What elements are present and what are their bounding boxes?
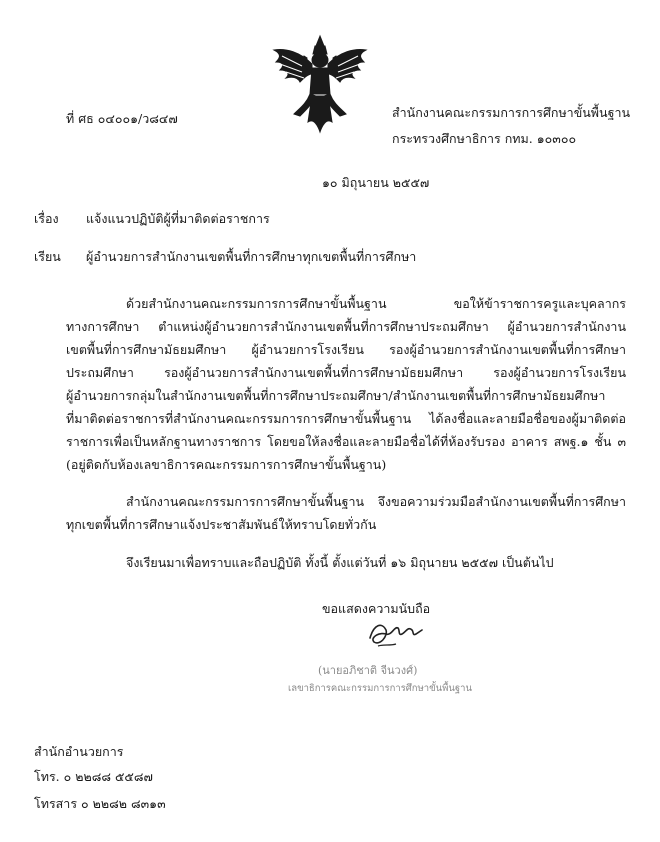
body-line: เขตพื้นที่การศึกษามัธยมศึกษา ผู้อำนวยการโรงเรียน รองผู้อำนวยการสำนักงานเขตพื้นที่การศึกษา — [66, 342, 626, 357]
subject-label: เรื่อง — [34, 211, 59, 226]
footer-phone: โทร. ๐ ๒๒๘๘ ๕๕๘๗ — [34, 769, 153, 784]
body-line: สำนักงานคณะกรรมการการศึกษาขั้นพื้นฐาน จึงขอความร่วมมือสำนักงานเขตพื้นที่การศึกษา — [126, 494, 626, 509]
body-line: ผู้อำนวยการกลุ่มในสำนักงานเขตพื้นที่การศึกษาประถมศึกษา/สำนักงานเขตพื้นที่การศึกษามัธยมศึกษา — [66, 388, 606, 403]
footer-department: สำนักอำนวยการ — [34, 744, 124, 759]
subject-text: แจ้งแนวปฏิบัติผู้ที่มาติดต่อราชการ — [86, 211, 270, 226]
complimentary-close: ขอแสดงความนับถือ — [322, 601, 431, 616]
body-line: ทางการศึกษา ตำแหน่งผู้อำนวยการสำนักงานเขตพื้นที่การศึกษาประถมศึกษา ผู้อำนวยการสำนักงาน — [66, 319, 626, 334]
signatory-title: เลขาธิการคณะกรรมการการศึกษาขั้นพื้นฐาน — [288, 683, 472, 694]
body-line: ที่มาติดต่อราชการที่สำนักงานคณะกรรมการการศึกษาขั้นพื้นฐาน ได้ลงชื่อและลายมือชื่อของผู้มาติดต่อ — [66, 411, 626, 426]
body-paragraph-2 — [66, 490, 626, 536]
footer-fax: โทรสาร ๐ ๒๒๘๒ ๘๓๑๓ — [34, 796, 166, 811]
body-paragraph-1 — [66, 292, 626, 476]
body-line: ทุกเขตพื้นที่การศึกษาแจ้งประชาสัมพันธ์ให้ทราบโดยทั่วกัน — [66, 517, 377, 532]
garuda-emblem — [272, 34, 368, 134]
body-line: (อยู่ติดกับห้องเลขาธิการคณะกรรมการการศึกษาขั้นพื้นฐาน) — [66, 457, 387, 472]
signatory-name: (นายอภิชาติ จีนวงศ์) — [318, 664, 418, 677]
recipient-text: ผู้อำนวยการสำนักงานเขตพื้นที่การศึกษาทุกเขตพื้นที่การศึกษา — [86, 249, 417, 264]
body-line: ด้วยสำนักงานคณะกรรมการการศึกษาขั้นพื้นฐาน ขอให้ข้าราชการครูและบุคลากร — [126, 296, 626, 311]
document-date: ๑๐ มิถุนายน ๒๕๕๗ — [322, 175, 430, 190]
document-number: ที่ ศธ ๐๔๐๐๑/ว๘๔๗ — [66, 111, 178, 126]
recipient-label: เรียน — [34, 249, 61, 264]
closing-sentence: จึงเรียนมาเพื่อทราบและถือปฏิบัติ ทั้งนี้ ตั้งแต่วันที่ ๑๖ มิถุนายน ๒๕๕๗ เป็นต้นไป — [126, 555, 554, 570]
office-name: สำนักงานคณะกรรมการการศึกษาขั้นพื้นฐาน — [392, 105, 631, 120]
body-line: ราชการเพื่อเป็นหลักฐานทางราชการ โดยขอให้ลงชื่อและลายมือชื่อได้ที่ห้องรับรอง อาคาร สพฐ.๑ ชั้น ๓ — [66, 434, 626, 449]
office-address: กระทรวงศึกษาธิการ กทม. ๑๐๓๐๐ — [392, 131, 577, 146]
handwritten-signature — [364, 616, 428, 652]
body-line: ประถมศึกษา รองผู้อำนวยการสำนักงานเขตพื้นที่การศึกษามัธยมศึกษา รองผู้อำนวยการโรงเรียน — [66, 365, 626, 380]
